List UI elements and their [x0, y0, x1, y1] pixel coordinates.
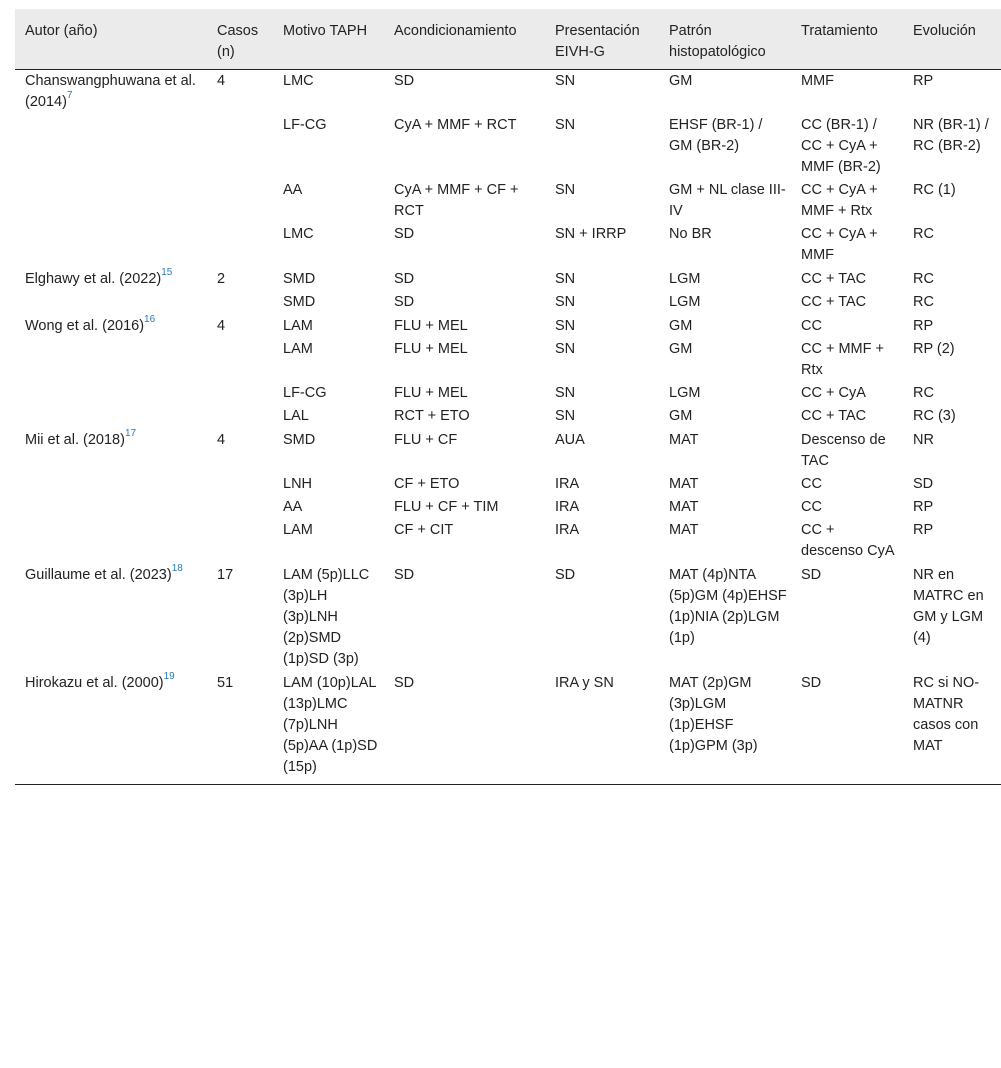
table-cell: GM: [669, 408, 693, 424]
author-cell: Guillaume et al. $(2023)^{18}$: [25, 563, 183, 583]
table-row: [15, 564, 1001, 672]
table-row: [15, 70, 1001, 115]
header-outcome: Evolución: [903, 9, 1001, 70]
table-row: [15, 382, 1001, 405]
table-cell: IRA: [555, 476, 580, 492]
table-cell: LMC: [283, 226, 314, 242]
table-cell: LMC: [283, 73, 314, 89]
table-cell: LAL: [283, 408, 309, 424]
table-cell: SD: [394, 271, 415, 287]
table-cell: LGM: [669, 385, 701, 401]
table-cell: SMD: [283, 271, 316, 287]
table-row: [15, 405, 1001, 429]
header-treatment: Tratamiento: [791, 9, 903, 70]
table-cell: RP: [913, 73, 934, 89]
header-pattern: Patrón histopatológico: [659, 9, 791, 70]
table-cell: EHSF (BR-1) / GM (BR-2): [669, 117, 763, 154]
table-cell: LAM: [283, 318, 313, 334]
table-cell: RC (1): [913, 182, 956, 198]
table-row: [15, 179, 1001, 223]
table-row: [15, 291, 1001, 315]
table-cell: IRA: [555, 499, 580, 515]
table-cell: LNH: [283, 476, 313, 492]
table-cell: MAT: [669, 499, 699, 515]
table-cell: AA: [283, 499, 303, 515]
table-cell: LF-CG: [283, 385, 327, 401]
table-row: [15, 496, 1001, 519]
table-cell: RCT + ETO: [394, 408, 470, 424]
table-cell: RP: [913, 522, 934, 538]
table-cell: SN: [555, 73, 576, 89]
table-cell: CC + MMF + Rtx: [801, 341, 884, 378]
table-cell: AUA: [555, 432, 585, 448]
cases-cell: 4: [217, 318, 226, 334]
table-cell: GM: [669, 341, 693, 357]
table-cell: CC (BR-1) / CC + CyA + MMF (BR-2): [801, 117, 881, 175]
cases-cell: 2: [217, 271, 226, 287]
table-row: [15, 268, 1001, 291]
table-row: [15, 519, 1001, 564]
table-row: [15, 473, 1001, 496]
table-cell: LAM (5p)LLC (3p)LH (3p)LNH (2p)SMD (1p)SD (3p): [283, 567, 370, 667]
table-cell: RC: [913, 271, 934, 287]
table-cell: RC: [913, 294, 934, 310]
header-presentation: Presentación EIVH-G: [545, 9, 659, 70]
table-cell: AA: [283, 182, 303, 198]
reference-link[interactable]: 17: [124, 428, 137, 440]
table-cell: RC si NO-MATNR casos con MAT: [903, 672, 1001, 785]
reference-link[interactable]: 16: [144, 314, 156, 326]
author-cell: Mii et al. $(2018)^{17}$: [25, 428, 137, 448]
table-row: [15, 223, 1001, 268]
table-cell: CC + CyA + MMF + Rtx: [801, 182, 878, 219]
data-table: [15, 9, 1001, 785]
table-cell: CC + CyA: [801, 385, 866, 401]
table-cell: SN: [555, 341, 576, 357]
table-cell: SN: [555, 408, 576, 424]
reference-link[interactable]: 18: [171, 563, 183, 575]
table-cell: NR en MATRC en GM y LGM (4): [913, 567, 984, 646]
cases-cell: 4: [217, 432, 226, 448]
table-cell: CC + TAC: [801, 294, 867, 310]
table-cell: MAT: [669, 522, 699, 538]
table-cell: CC: [801, 318, 822, 334]
table-cell: RC: [913, 226, 934, 242]
table-header-row: [15, 9, 1001, 70]
author-cell: Elghawy et al. $(2022)^{15}$: [25, 267, 173, 287]
table-cell: LAM: [283, 522, 313, 538]
table-cell: CyA + MMF + CF + RCT: [394, 182, 519, 219]
table-cell: CF + ETO: [394, 476, 460, 492]
table-cell: SD: [555, 567, 576, 583]
table-cell: NR (BR-1) / RC (BR-2): [913, 117, 989, 154]
table-cell: SD: [801, 567, 822, 583]
table-cell: CC + TAC: [801, 408, 867, 424]
table-row: [15, 114, 1001, 179]
table-cell: SN: [555, 318, 576, 334]
table-cell: SD: [394, 567, 415, 583]
author-cell: Chanswangphuwana et al. $(2014)^7$: [25, 73, 196, 110]
table-cell: SN + IRRP: [555, 226, 627, 242]
header-cases: Casos (n): [207, 9, 273, 70]
table-cell: SD: [394, 73, 415, 89]
table-cell: CyA + MMF + RCT: [394, 117, 517, 133]
author-cell: Wong et al. $(2016)^{16}$: [25, 314, 156, 334]
table-row: [15, 315, 1001, 338]
header-reason: Motivo TAPH: [273, 9, 384, 70]
table-cell: FLU + MEL: [394, 341, 468, 357]
table-cell: SD: [394, 226, 415, 242]
table-cell: IRA: [555, 522, 580, 538]
table-cell: SD: [791, 672, 903, 785]
reference-link[interactable]: 15: [161, 267, 173, 279]
table-cell: CC + TAC: [801, 271, 867, 287]
table-cell: MMF: [801, 73, 835, 89]
table-cell: LGM: [669, 294, 701, 310]
header-author: Autor (año): [15, 9, 207, 70]
table-cell: FLU + MEL: [394, 318, 468, 334]
table-cell: CC + descenso CyA: [801, 522, 895, 559]
table-cell: MAT (4p)NTA (5p)GM (4p)EHSF (1p)NIA (2p)LGM (1p): [669, 567, 787, 646]
table-cell: FLU + CF + TIM: [394, 499, 499, 515]
table-cell: Descenso de TAC: [801, 432, 886, 469]
author-cell: Hirokazu et al. $(2000)^{19}$: [15, 672, 207, 785]
table-cell: LF-CG: [283, 117, 327, 133]
table-cell: MAT: [669, 476, 699, 492]
table-cell: RC: [913, 385, 934, 401]
table-cell: SMD: [283, 294, 316, 310]
cases-cell: 17: [217, 567, 234, 583]
table-row: [15, 429, 1001, 473]
table-cell: SN: [555, 385, 576, 401]
table-cell: IRA y SN: [545, 672, 659, 785]
table-cell: SN: [555, 294, 576, 310]
table-cell: SMD: [283, 432, 316, 448]
table-cell: GM: [669, 318, 693, 334]
table-cell: GM: [669, 73, 693, 89]
table-cell: SN: [555, 182, 576, 198]
table-cell: FLU + MEL: [394, 385, 468, 401]
table-cell: RP: [913, 499, 934, 515]
table-cell: FLU + CF: [394, 432, 458, 448]
table-cell: RC (3): [913, 408, 956, 424]
cases-cell: 4: [217, 73, 226, 89]
table-cell: LGM: [669, 271, 701, 287]
table-cell: NR: [913, 432, 934, 448]
table-cell: SN: [555, 117, 576, 133]
table-cell: RP (2): [913, 341, 955, 357]
table-cell: CC + CyA + MMF: [801, 226, 878, 263]
table-cell: RP: [913, 318, 934, 334]
table-cell: CC: [801, 499, 822, 515]
header-conditioning: Acondicionamiento: [384, 9, 545, 70]
table-cell: No BR: [669, 226, 712, 242]
table-cell: SD: [913, 476, 934, 492]
table-cell: LAM (10p)LAL (13p)LMC (7p)LNH (5p)AA (1p)SD (15p): [273, 672, 384, 785]
table-cell: SD: [394, 294, 415, 310]
reference-link[interactable]: 19: [163, 671, 175, 683]
table-row: [15, 338, 1001, 382]
table-cell: CC: [801, 476, 822, 492]
table-cell: SD: [384, 672, 545, 785]
table-cell: SN: [555, 271, 576, 287]
reference-link[interactable]: 7: [66, 90, 73, 102]
table-cell: MAT (2p)GM (3p)LGM (1p)EHSF (1p)GPM (3p): [659, 672, 791, 785]
table-row: [15, 672, 1001, 785]
table-cell: LAM: [283, 341, 313, 357]
cases-cell: 51: [207, 672, 273, 785]
table-cell: MAT: [669, 432, 699, 448]
table-cell: GM + NL clase III-IV: [669, 182, 786, 219]
table-cell: CF + CIT: [394, 522, 454, 538]
